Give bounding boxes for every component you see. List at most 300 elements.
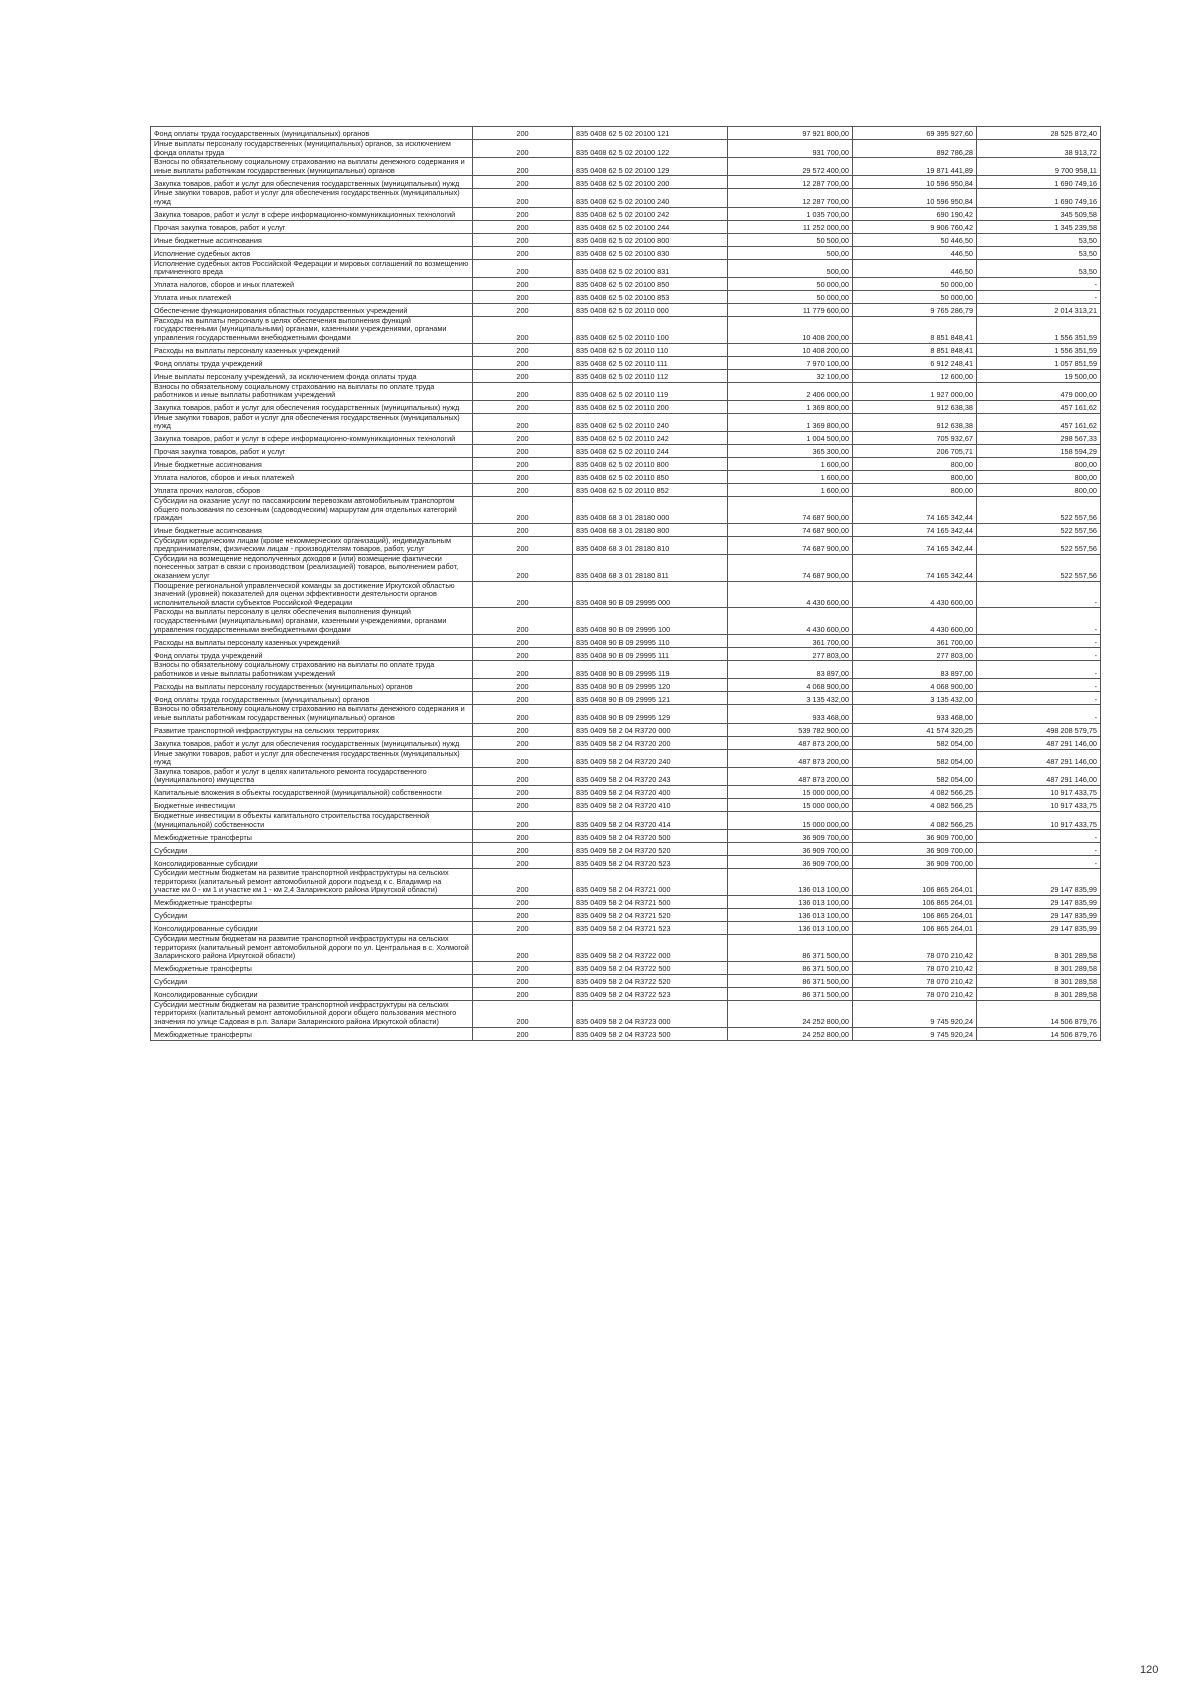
table-row <box>151 413 1101 431</box>
row-line-code: 200 <box>473 400 573 413</box>
row-unexecuted: 14 506 879,76 <box>977 1000 1101 1027</box>
table-row <box>151 470 1101 483</box>
row-line-code: 200 <box>473 220 573 233</box>
row-executed: 4 082 566,25 <box>853 798 977 811</box>
row-line-code: 200 <box>473 382 573 400</box>
row-executed: 582 054,00 <box>853 749 977 767</box>
row-executed: 36 909 700,00 <box>853 856 977 869</box>
row-unexecuted: - <box>977 661 1101 679</box>
row-approved: 500,00 <box>728 246 853 259</box>
row-budget-code: 835 0408 90 В 09 29995 000 <box>573 581 728 608</box>
row-budget-code: 835 0408 62 5 02 20110 000 <box>573 303 728 316</box>
row-budget-code: 835 0409 58 2 04 R3720 200 <box>573 736 728 749</box>
row-unexecuted: 29 147 835,99 <box>977 869 1101 896</box>
row-line-code: 200 <box>473 444 573 457</box>
table-row <box>151 961 1101 974</box>
table-row <box>151 158 1101 176</box>
row-approved: 74 687 900,00 <box>728 523 853 536</box>
row-budget-code: 835 0409 58 2 04 R3720 243 <box>573 767 728 785</box>
row-executed: 912 638,38 <box>853 413 977 431</box>
table-row <box>151 987 1101 1000</box>
row-executed: 106 865 264,01 <box>853 895 977 908</box>
row-unexecuted: 1 345 239,58 <box>977 220 1101 233</box>
table-row <box>151 856 1101 869</box>
budget-execution-table <box>150 126 1101 1041</box>
row-unexecuted: 298 567,33 <box>977 431 1101 444</box>
row-line-code: 200 <box>473 856 573 869</box>
row-unexecuted: - <box>977 705 1101 723</box>
row-executed: 933 468,00 <box>853 705 977 723</box>
row-name: Бюджетные инвестиции в объекты капитального строительства государственной (муниципальной) собственности <box>151 811 473 829</box>
row-executed: 50 446,50 <box>853 233 977 246</box>
row-approved: 24 252 800,00 <box>728 1000 853 1027</box>
table-row <box>151 220 1101 233</box>
row-executed: 78 070 210,42 <box>853 987 977 1000</box>
row-line-code: 200 <box>473 798 573 811</box>
table-row <box>151 431 1101 444</box>
row-name: Фонд оплаты труда государственных (муниципальных) органов <box>151 127 473 140</box>
row-budget-code: 835 0408 62 5 02 20110 244 <box>573 444 728 457</box>
row-executed: 705 932,67 <box>853 431 977 444</box>
row-unexecuted: - <box>977 581 1101 608</box>
row-name: Взносы по обязательному социальному страхованию на выплаты денежного содержания и иные выплаты работникам государственных (муниципальных) органов <box>151 705 473 723</box>
table-row <box>151 246 1101 259</box>
row-name: Консолидированные субсидии <box>151 987 473 1000</box>
table-row <box>151 830 1101 843</box>
row-budget-code: 835 0409 58 2 04 R3721 523 <box>573 921 728 934</box>
row-line-code: 200 <box>473 811 573 829</box>
row-line-code: 200 <box>473 496 573 523</box>
row-line-code: 200 <box>473 843 573 856</box>
table-row <box>151 843 1101 856</box>
row-name: Расходы на выплаты персоналу в целях обеспечения выполнения функций государственными (муниципальными) органами, казенными учреждениями, органами управления государственными внебюджетными фондами <box>151 608 473 635</box>
row-budget-code: 835 0408 62 5 02 20110 111 <box>573 356 728 369</box>
table-row <box>151 207 1101 220</box>
row-name: Закупка товаров, работ и услуг для обеспечения государственных (муниципальных) нужд <box>151 400 473 413</box>
row-line-code: 200 <box>473 343 573 356</box>
row-approved: 1 035 700,00 <box>728 207 853 220</box>
row-unexecuted: - <box>977 692 1101 705</box>
row-budget-code: 835 0409 58 2 04 R3721 520 <box>573 908 728 921</box>
row-line-code: 200 <box>473 536 573 554</box>
table-row <box>151 316 1101 343</box>
row-executed: 446,50 <box>853 259 977 277</box>
row-name: Иные выплаты персоналу государственных (муниципальных) органов, за исключением фонда оплаты труда <box>151 140 473 158</box>
row-executed: 9 745 920,24 <box>853 1027 977 1040</box>
row-executed: 10 596 950,84 <box>853 189 977 207</box>
row-line-code: 200 <box>473 785 573 798</box>
row-executed: 4 082 566,25 <box>853 811 977 829</box>
row-budget-code: 835 0408 62 5 02 20100 200 <box>573 176 728 189</box>
row-name: Межбюджетные трансферты <box>151 961 473 974</box>
row-line-code: 200 <box>473 176 573 189</box>
row-budget-code: 835 0408 62 5 02 20100 121 <box>573 127 728 140</box>
row-executed: 10 596 950,84 <box>853 176 977 189</box>
row-line-code: 200 <box>473 140 573 158</box>
row-budget-code: 835 0408 62 5 02 20110 242 <box>573 431 728 444</box>
row-approved: 487 873 200,00 <box>728 767 853 785</box>
row-line-code: 200 <box>473 189 573 207</box>
table-row <box>151 635 1101 648</box>
row-approved: 277 803,00 <box>728 648 853 661</box>
row-name: Закупка товаров, работ и услуг для обеспечения государственных (муниципальных) нужд <box>151 736 473 749</box>
row-line-code: 200 <box>473 705 573 723</box>
budget-sheet <box>150 126 1100 1041</box>
row-line-code: 200 <box>473 581 573 608</box>
row-line-code: 200 <box>473 207 573 220</box>
row-budget-code: 835 0408 62 5 02 20110 852 <box>573 483 728 496</box>
table-row <box>151 382 1101 400</box>
row-line-code: 200 <box>473 895 573 908</box>
row-executed: 6 912 248,41 <box>853 356 977 369</box>
row-unexecuted: 800,00 <box>977 470 1101 483</box>
row-unexecuted: 29 147 835,99 <box>977 921 1101 934</box>
row-name: Капитальные вложения в объекты государственной (муниципальной) собственности <box>151 785 473 798</box>
row-budget-code: 835 0408 62 5 02 20100 122 <box>573 140 728 158</box>
row-name: Развитие транспортной инфраструктуры на сельских территориях <box>151 723 473 736</box>
row-approved: 1 004 500,00 <box>728 431 853 444</box>
row-line-code: 200 <box>473 233 573 246</box>
row-budget-code: 835 0409 58 2 04 R3722 520 <box>573 974 728 987</box>
row-unexecuted: 457 161,62 <box>977 400 1101 413</box>
row-name: Межбюджетные трансферты <box>151 830 473 843</box>
row-line-code: 200 <box>473 635 573 648</box>
row-executed: 4 082 566,25 <box>853 785 977 798</box>
row-unexecuted: 29 147 835,99 <box>977 908 1101 921</box>
row-name: Субсидии на возмещение недополученных доходов и (или) возмещение фактически понесенных затрат в связи с производством (реализацией) товаров, выполнением работ, оказанием услуг <box>151 554 473 581</box>
table-row <box>151 705 1101 723</box>
row-executed: 106 865 264,01 <box>853 908 977 921</box>
row-budget-code: 835 0408 62 5 02 20100 129 <box>573 158 728 176</box>
row-line-code: 200 <box>473 974 573 987</box>
row-budget-code: 835 0408 62 5 02 20100 240 <box>573 189 728 207</box>
row-line-code: 200 <box>473 869 573 896</box>
table-row <box>151 303 1101 316</box>
table-row <box>151 869 1101 896</box>
row-executed: 8 851 848,41 <box>853 343 977 356</box>
row-executed: 74 165 342,44 <box>853 554 977 581</box>
row-budget-code: 835 0408 68 3 01 28180 810 <box>573 536 728 554</box>
row-approved: 1 600,00 <box>728 470 853 483</box>
row-executed: 9 745 920,24 <box>853 1000 977 1027</box>
row-executed: 8 851 848,41 <box>853 316 977 343</box>
row-executed: 582 054,00 <box>853 767 977 785</box>
table-row <box>151 736 1101 749</box>
row-budget-code: 835 0408 62 5 02 20110 800 <box>573 457 728 470</box>
row-unexecuted: - <box>977 635 1101 648</box>
row-approved: 365 300,00 <box>728 444 853 457</box>
row-unexecuted: 479 000,00 <box>977 382 1101 400</box>
row-approved: 74 687 900,00 <box>728 536 853 554</box>
row-unexecuted: - <box>977 679 1101 692</box>
row-line-code: 200 <box>473 661 573 679</box>
row-unexecuted: 28 525 872,40 <box>977 127 1101 140</box>
row-unexecuted: 29 147 835,99 <box>977 895 1101 908</box>
row-budget-code: 835 0408 62 5 02 20110 112 <box>573 369 728 382</box>
row-name: Расходы на выплаты персоналу казенных учреждений <box>151 343 473 356</box>
row-approved: 15 000 000,00 <box>728 798 853 811</box>
row-executed: 800,00 <box>853 483 977 496</box>
row-unexecuted: 487 291 146,00 <box>977 736 1101 749</box>
table-row <box>151 581 1101 608</box>
row-line-code: 200 <box>473 246 573 259</box>
row-unexecuted: 53,50 <box>977 233 1101 246</box>
row-unexecuted: 8 301 289,58 <box>977 974 1101 987</box>
row-budget-code: 835 0408 62 5 02 20110 850 <box>573 470 728 483</box>
table-row <box>151 554 1101 581</box>
row-line-code: 200 <box>473 934 573 961</box>
row-approved: 86 371 500,00 <box>728 974 853 987</box>
row-approved: 1 369 800,00 <box>728 413 853 431</box>
row-approved: 36 909 700,00 <box>728 856 853 869</box>
row-line-code: 200 <box>473 736 573 749</box>
table-row <box>151 523 1101 536</box>
row-approved: 15 000 000,00 <box>728 811 853 829</box>
row-executed: 19 871 441,89 <box>853 158 977 176</box>
row-name: Субсидии на оказание услуг по пассажирским перевозкам автомобильным транспортом общего пользования по сезонным (садоводческим) маршрутам для отдельных категорий граждан <box>151 496 473 523</box>
table-row <box>151 608 1101 635</box>
row-approved: 4 430 600,00 <box>728 581 853 608</box>
row-name: Взносы по обязательному социальному страхованию на выплаты по оплате труда работников и иные выплаты работникам учреждений <box>151 661 473 679</box>
table-row <box>151 290 1101 303</box>
row-line-code: 200 <box>473 679 573 692</box>
row-unexecuted: 522 557,56 <box>977 554 1101 581</box>
row-budget-code: 835 0408 68 3 01 28180 800 <box>573 523 728 536</box>
row-executed: 69 395 927,60 <box>853 127 977 140</box>
row-name: Субсидии <box>151 908 473 921</box>
row-budget-code: 835 0408 62 5 02 20110 240 <box>573 413 728 431</box>
row-unexecuted: 487 291 146,00 <box>977 749 1101 767</box>
row-unexecuted: 8 301 289,58 <box>977 961 1101 974</box>
row-name: Прочая закупка товаров, работ и услуг <box>151 444 473 457</box>
row-line-code: 200 <box>473 767 573 785</box>
row-line-code: 200 <box>473 1000 573 1027</box>
row-unexecuted: 10 917 433,75 <box>977 798 1101 811</box>
row-approved: 86 371 500,00 <box>728 934 853 961</box>
page-number: 120 <box>1140 1664 1159 1676</box>
row-approved: 97 921 800,00 <box>728 127 853 140</box>
row-unexecuted: 1 556 351,59 <box>977 316 1101 343</box>
row-executed: 800,00 <box>853 470 977 483</box>
row-line-code: 200 <box>473 303 573 316</box>
row-executed: 4 430 600,00 <box>853 581 977 608</box>
table-row <box>151 921 1101 934</box>
row-budget-code: 835 0408 90 В 09 29995 129 <box>573 705 728 723</box>
row-executed: 1 927 000,00 <box>853 382 977 400</box>
table-row <box>151 723 1101 736</box>
row-budget-code: 835 0409 58 2 04 R3723 500 <box>573 1027 728 1040</box>
table-row <box>151 536 1101 554</box>
table-row <box>151 798 1101 811</box>
row-approved: 933 468,00 <box>728 705 853 723</box>
row-unexecuted: 8 301 289,58 <box>977 934 1101 961</box>
row-line-code: 200 <box>473 127 573 140</box>
table-row <box>151 343 1101 356</box>
row-budget-code: 835 0408 62 5 02 20100 850 <box>573 277 728 290</box>
row-line-code: 200 <box>473 608 573 635</box>
row-line-code: 200 <box>473 369 573 382</box>
row-approved: 136 013 100,00 <box>728 908 853 921</box>
row-line-code: 200 <box>473 523 573 536</box>
row-unexecuted: 53,50 <box>977 259 1101 277</box>
row-budget-code: 835 0409 58 2 04 R3722 000 <box>573 934 728 961</box>
row-unexecuted: 8 301 289,58 <box>977 987 1101 1000</box>
row-budget-code: 835 0409 58 2 04 R3720 410 <box>573 798 728 811</box>
row-line-code: 200 <box>473 470 573 483</box>
row-name: Субсидии <box>151 974 473 987</box>
row-budget-code: 835 0409 58 2 04 R3721 000 <box>573 869 728 896</box>
row-line-code: 200 <box>473 987 573 1000</box>
row-executed: 3 135 432,00 <box>853 692 977 705</box>
table-row <box>151 895 1101 908</box>
table-row <box>151 233 1101 246</box>
table-row <box>151 277 1101 290</box>
row-name: Обеспечение функционирования областных государственных учреждений <box>151 303 473 316</box>
row-line-code: 200 <box>473 749 573 767</box>
row-executed: 9 765 286,79 <box>853 303 977 316</box>
row-name: Межбюджетные трансферты <box>151 1027 473 1040</box>
row-name: Закупка товаров, работ и услуг в целях капитального ремонта государственного (муниципального) имущества <box>151 767 473 785</box>
row-name: Закупка товаров, работ и услуг в сфере информационно-коммуникационных технологий <box>151 431 473 444</box>
row-budget-code: 835 0408 90 В 09 29995 100 <box>573 608 728 635</box>
row-unexecuted: 800,00 <box>977 483 1101 496</box>
row-line-code: 200 <box>473 554 573 581</box>
row-unexecuted: 1 690 749,16 <box>977 189 1101 207</box>
row-approved: 36 909 700,00 <box>728 830 853 843</box>
row-unexecuted: - <box>977 856 1101 869</box>
row-approved: 12 287 700,00 <box>728 189 853 207</box>
row-executed: 446,50 <box>853 246 977 259</box>
row-name: Уплата прочих налогов, сборов <box>151 483 473 496</box>
row-name: Иные закупки товаров, работ и услуг для обеспечения государственных (муниципальных) нужд <box>151 413 473 431</box>
row-line-code: 200 <box>473 431 573 444</box>
row-name: Иные бюджетные ассигнования <box>151 457 473 470</box>
budget-table-body <box>151 127 1101 1041</box>
row-name: Консолидированные субсидии <box>151 921 473 934</box>
row-name: Закупка товаров, работ и услуг в сфере информационно-коммуникационных технологий <box>151 207 473 220</box>
row-unexecuted: 10 917 433,75 <box>977 785 1101 798</box>
row-unexecuted: 487 291 146,00 <box>977 767 1101 785</box>
row-line-code: 200 <box>473 277 573 290</box>
row-unexecuted: - <box>977 830 1101 843</box>
row-approved: 136 013 100,00 <box>728 869 853 896</box>
row-approved: 487 873 200,00 <box>728 736 853 749</box>
row-approved: 12 287 700,00 <box>728 176 853 189</box>
row-unexecuted: 522 557,56 <box>977 536 1101 554</box>
row-approved: 24 252 800,00 <box>728 1027 853 1040</box>
table-row <box>151 749 1101 767</box>
row-name: Иные выплаты персоналу учреждений, за исключением фонда оплаты труда <box>151 369 473 382</box>
row-approved: 7 970 100,00 <box>728 356 853 369</box>
row-approved: 86 371 500,00 <box>728 961 853 974</box>
row-budget-code: 835 0409 58 2 04 R3720 523 <box>573 856 728 869</box>
row-name: Субсидии местным бюджетам на развитие транспортной инфраструктуры на сельских территориях (капитальный ремонт автомобильной дороги по ул. Центральная в с. Холмогой Заларинского района Иркутской области) <box>151 934 473 961</box>
row-budget-code: 835 0408 62 5 02 20100 242 <box>573 207 728 220</box>
row-executed: 800,00 <box>853 457 977 470</box>
row-line-code: 200 <box>473 316 573 343</box>
row-unexecuted: 158 594,29 <box>977 444 1101 457</box>
row-name: Фонд оплаты труда государственных (муниципальных) органов <box>151 692 473 705</box>
row-unexecuted: 1 556 351,59 <box>977 343 1101 356</box>
table-row <box>151 176 1101 189</box>
row-budget-code: 835 0408 90 В 09 29995 119 <box>573 661 728 679</box>
table-row <box>151 444 1101 457</box>
row-approved: 50 000,00 <box>728 290 853 303</box>
table-row <box>151 767 1101 785</box>
row-name: Субсидии <box>151 843 473 856</box>
row-executed: 912 638,38 <box>853 400 977 413</box>
row-name: Бюджетные инвестиции <box>151 798 473 811</box>
table-row <box>151 457 1101 470</box>
row-approved: 50 500,00 <box>728 233 853 246</box>
row-unexecuted: - <box>977 648 1101 661</box>
row-unexecuted: 457 161,62 <box>977 413 1101 431</box>
row-executed: 74 165 342,44 <box>853 523 977 536</box>
row-budget-code: 835 0408 62 5 02 20100 244 <box>573 220 728 233</box>
row-name: Консолидированные субсидии <box>151 856 473 869</box>
row-name: Взносы по обязательному социальному страхованию на выплаты по оплате труда работников и иные выплаты работникам учреждений <box>151 382 473 400</box>
row-approved: 931 700,00 <box>728 140 853 158</box>
row-executed: 12 600,00 <box>853 369 977 382</box>
table-row <box>151 259 1101 277</box>
row-name: Субсидии местным бюджетам на развитие транспортной инфраструктуры на сельских территориях (капитальный ремонт автомобильной дороги общего пользования местного значения по улице Садовая в р.п. Залари Заларинского района Иркутской области) <box>151 1000 473 1027</box>
row-name: Фонд оплаты труда учреждений <box>151 356 473 369</box>
row-unexecuted: - <box>977 843 1101 856</box>
row-executed: 892 786,28 <box>853 140 977 158</box>
row-name: Расходы на выплаты персоналу казенных учреждений <box>151 635 473 648</box>
row-approved: 4 430 600,00 <box>728 608 853 635</box>
table-row <box>151 140 1101 158</box>
row-budget-code: 835 0408 90 В 09 29995 121 <box>573 692 728 705</box>
row-line-code: 200 <box>473 830 573 843</box>
row-unexecuted: 9 700 958,11 <box>977 158 1101 176</box>
row-approved: 500,00 <box>728 259 853 277</box>
row-name: Уплата налогов, сборов и иных платежей <box>151 470 473 483</box>
row-line-code: 200 <box>473 259 573 277</box>
row-name: Расходы на выплаты персоналу государственных (муниципальных) органов <box>151 679 473 692</box>
row-unexecuted: - <box>977 608 1101 635</box>
row-budget-code: 835 0408 62 5 02 20100 853 <box>573 290 728 303</box>
row-approved: 74 687 900,00 <box>728 554 853 581</box>
table-row <box>151 934 1101 961</box>
row-line-code: 200 <box>473 483 573 496</box>
row-name: Иные закупки товаров, работ и услуг для обеспечения государственных (муниципальных) нужд <box>151 189 473 207</box>
row-line-code: 200 <box>473 921 573 934</box>
row-executed: 36 909 700,00 <box>853 843 977 856</box>
row-line-code: 200 <box>473 290 573 303</box>
row-unexecuted: 1 057 851,59 <box>977 356 1101 369</box>
row-unexecuted: 2 014 313,21 <box>977 303 1101 316</box>
row-budget-code: 835 0408 62 5 02 20110 100 <box>573 316 728 343</box>
row-unexecuted: 522 557,56 <box>977 496 1101 523</box>
row-approved: 539 782 900,00 <box>728 723 853 736</box>
row-executed: 690 190,42 <box>853 207 977 220</box>
row-approved: 136 013 100,00 <box>728 895 853 908</box>
row-approved: 3 135 432,00 <box>728 692 853 705</box>
row-budget-code: 835 0408 90 В 09 29995 110 <box>573 635 728 648</box>
row-executed: 50 000,00 <box>853 277 977 290</box>
row-budget-code: 835 0408 90 В 09 29995 111 <box>573 648 728 661</box>
row-approved: 4 068 900,00 <box>728 679 853 692</box>
row-budget-code: 835 0409 58 2 04 R3720 414 <box>573 811 728 829</box>
row-budget-code: 835 0408 62 5 02 20110 200 <box>573 400 728 413</box>
row-unexecuted: 800,00 <box>977 457 1101 470</box>
table-row <box>151 811 1101 829</box>
row-line-code: 200 <box>473 908 573 921</box>
row-approved: 74 687 900,00 <box>728 496 853 523</box>
table-row <box>151 692 1101 705</box>
row-executed: 78 070 210,42 <box>853 974 977 987</box>
